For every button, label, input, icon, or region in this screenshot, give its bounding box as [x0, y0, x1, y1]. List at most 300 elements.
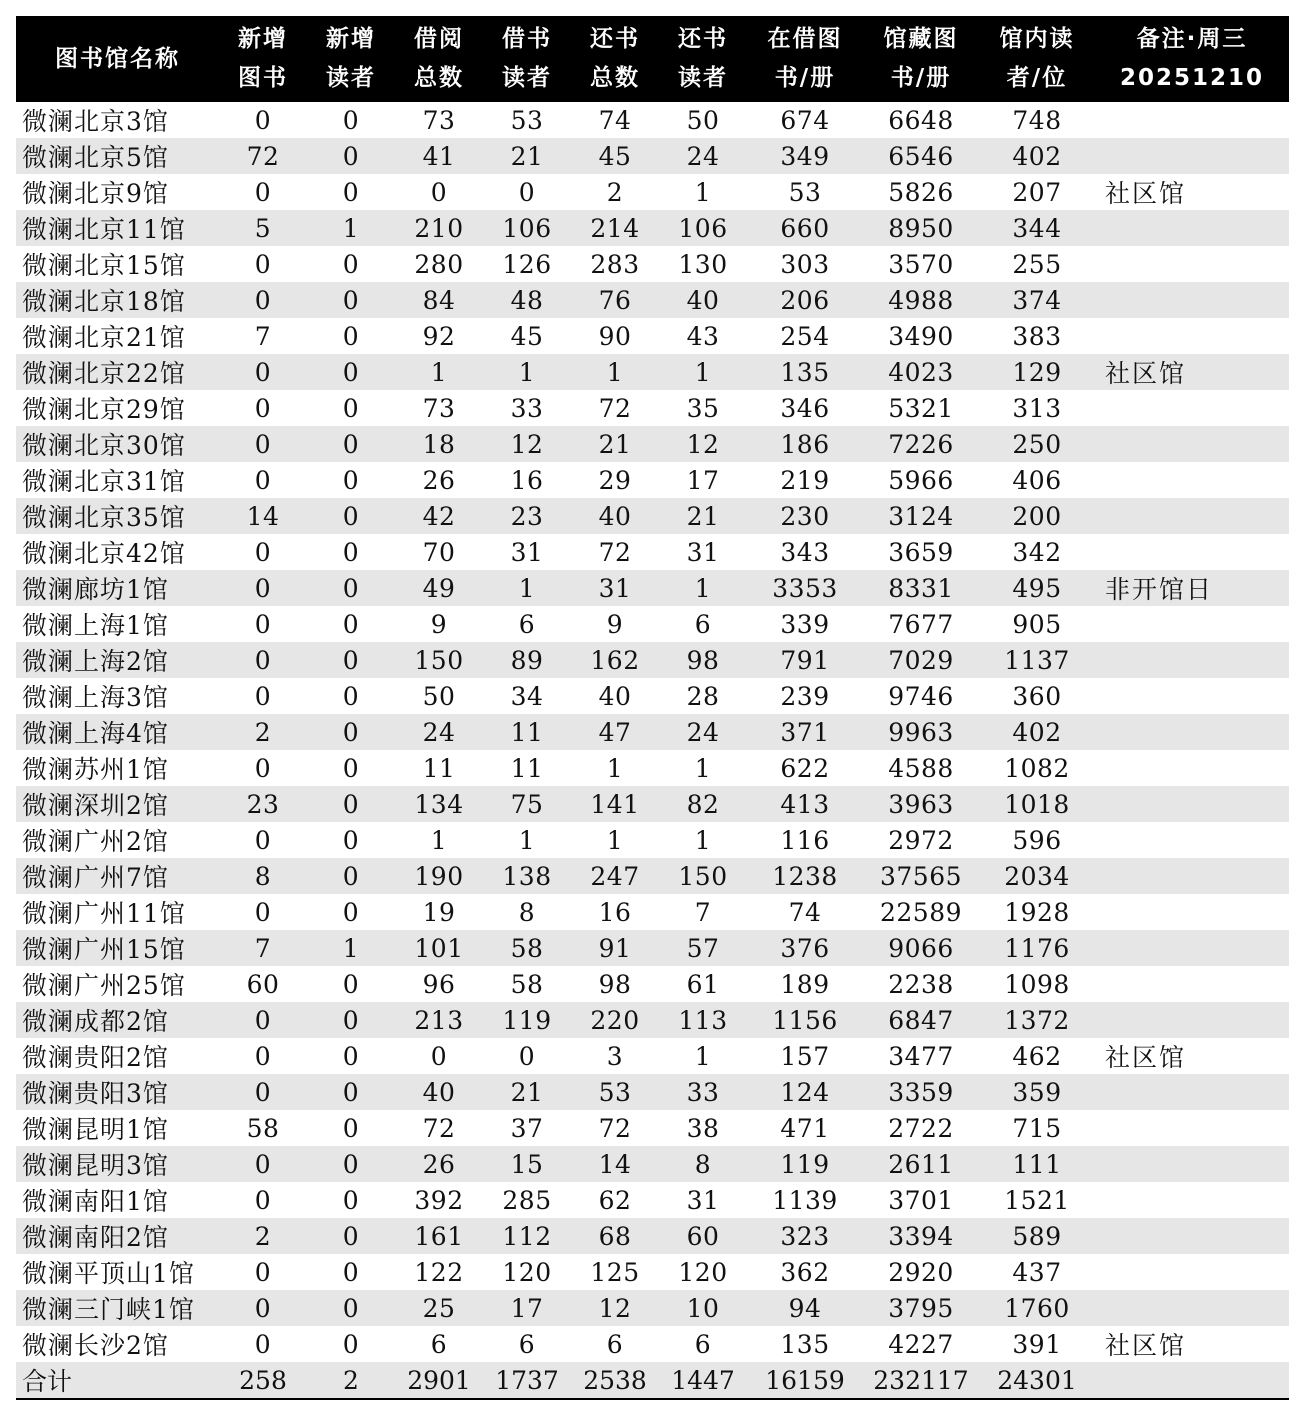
cell-remarks: 社区馆 — [1095, 1326, 1289, 1362]
cell-return-readers: 10 — [659, 1290, 747, 1326]
cell-books-on-loan: 791 — [747, 642, 863, 678]
cell-borrow-total: 210 — [395, 210, 483, 246]
cell-collection-books: 9066 — [863, 930, 979, 966]
cell-in-library-readers: 1760 — [979, 1290, 1095, 1326]
cell-borrow-total: 18 — [395, 426, 483, 462]
cell-in-library-readers: 402 — [979, 138, 1095, 174]
cell-new-books: 2 — [219, 1218, 307, 1254]
cell-books-on-loan: 135 — [747, 354, 863, 390]
cell-return-total: 9 — [571, 606, 659, 642]
cell-collection-books: 9963 — [863, 714, 979, 750]
cell-borrow-total: 24 — [395, 714, 483, 750]
header-line: 图书馆名称 — [55, 45, 180, 72]
table-row — [16, 1002, 1289, 1038]
cell-library-name: 微澜北京11馆 — [16, 210, 219, 246]
cell-return-readers: 113 — [659, 1002, 747, 1038]
cell-remarks — [1095, 1146, 1289, 1182]
cell-in-library-readers: 344 — [979, 210, 1095, 246]
cell-in-library-readers: 1137 — [979, 642, 1095, 678]
cell-return-readers: 21 — [659, 498, 747, 534]
cell-new-readers: 0 — [307, 138, 395, 174]
cell-collection-books: 3490 — [863, 318, 979, 354]
cell-books-on-loan: 254 — [747, 318, 863, 354]
cell-borrow-readers: 8 — [483, 894, 571, 930]
cell-in-library-readers: 462 — [979, 1038, 1095, 1074]
total-label: 合计 — [16, 1362, 219, 1399]
cell-books-on-loan: 3353 — [747, 570, 863, 606]
table-row — [16, 894, 1289, 930]
cell-return-total: 1 — [571, 750, 659, 786]
header-borrow-readers — [483, 16, 571, 102]
cell-in-library-readers: 391 — [979, 1326, 1095, 1362]
table-row — [16, 102, 1289, 138]
cell-new-books: 0 — [219, 750, 307, 786]
cell-new-books: 0 — [219, 1002, 307, 1038]
cell-borrow-readers: 31 — [483, 534, 571, 570]
cell-borrow-total: 122 — [395, 1254, 483, 1290]
cell-borrow-readers: 48 — [483, 282, 571, 318]
cell-in-library-readers: 207 — [979, 174, 1095, 210]
cell-library-name: 微澜上海3馆 — [16, 678, 219, 714]
cell-return-total: 214 — [571, 210, 659, 246]
header-borrow-total — [395, 16, 483, 102]
cell-collection-books: 2920 — [863, 1254, 979, 1290]
cell-return-readers: 17 — [659, 462, 747, 498]
cell-in-library-readers: 359 — [979, 1074, 1095, 1110]
cell-return-readers: 1 — [659, 822, 747, 858]
cell-return-total: 162 — [571, 642, 659, 678]
cell-borrow-total: 213 — [395, 1002, 483, 1038]
cell-borrow-total: 72 — [395, 1110, 483, 1146]
cell-books-on-loan: 1139 — [747, 1182, 863, 1218]
cell-collection-books: 2722 — [863, 1110, 979, 1146]
table-row — [16, 822, 1289, 858]
total-return-total: 2538 — [571, 1362, 659, 1399]
cell-new-readers: 0 — [307, 678, 395, 714]
library-stats-table — [16, 16, 1289, 1400]
cell-new-books: 0 — [219, 534, 307, 570]
cell-return-readers: 150 — [659, 858, 747, 894]
cell-new-readers: 0 — [307, 282, 395, 318]
cell-new-books: 0 — [219, 1254, 307, 1290]
cell-new-books: 0 — [219, 1146, 307, 1182]
cell-collection-books: 8950 — [863, 210, 979, 246]
header-line: 还书 — [590, 26, 640, 52]
cell-books-on-loan: 157 — [747, 1038, 863, 1074]
cell-return-total: 62 — [571, 1182, 659, 1218]
header-line: 借书 — [502, 26, 552, 52]
table-row — [16, 138, 1289, 174]
cell-remarks — [1095, 138, 1289, 174]
cell-books-on-loan: 219 — [747, 462, 863, 498]
cell-library-name: 微澜北京21馆 — [16, 318, 219, 354]
cell-collection-books: 2238 — [863, 966, 979, 1002]
cell-in-library-readers: 406 — [979, 462, 1095, 498]
cell-books-on-loan: 413 — [747, 786, 863, 822]
cell-return-total: 14 — [571, 1146, 659, 1182]
cell-new-books: 0 — [219, 678, 307, 714]
cell-return-readers: 61 — [659, 966, 747, 1002]
cell-collection-books: 3477 — [863, 1038, 979, 1074]
cell-borrow-readers: 106 — [483, 210, 571, 246]
cell-borrow-readers: 53 — [483, 102, 571, 138]
cell-in-library-readers: 1018 — [979, 786, 1095, 822]
table-row — [16, 210, 1289, 246]
cell-return-readers: 82 — [659, 786, 747, 822]
cell-borrow-total: 26 — [395, 1146, 483, 1182]
table-row — [16, 1038, 1289, 1074]
cell-return-total: 6 — [571, 1326, 659, 1362]
table-row — [16, 1074, 1289, 1110]
cell-borrow-total: 134 — [395, 786, 483, 822]
cell-return-total: 125 — [571, 1254, 659, 1290]
cell-books-on-loan: 339 — [747, 606, 863, 642]
cell-return-readers: 57 — [659, 930, 747, 966]
cell-collection-books: 5826 — [863, 174, 979, 210]
cell-remarks: 社区馆 — [1095, 1038, 1289, 1074]
cell-borrow-total: 25 — [395, 1290, 483, 1326]
cell-new-readers: 0 — [307, 1002, 395, 1038]
table-row — [16, 930, 1289, 966]
cell-in-library-readers: 360 — [979, 678, 1095, 714]
cell-new-readers: 0 — [307, 102, 395, 138]
cell-collection-books: 9746 — [863, 678, 979, 714]
cell-borrow-readers: 119 — [483, 1002, 571, 1038]
cell-new-books: 0 — [219, 282, 307, 318]
cell-new-books: 0 — [219, 102, 307, 138]
cell-return-readers: 98 — [659, 642, 747, 678]
cell-borrow-readers: 33 — [483, 390, 571, 426]
header-line: 总数 — [590, 65, 640, 91]
cell-collection-books: 3124 — [863, 498, 979, 534]
cell-new-readers: 0 — [307, 426, 395, 462]
total-row — [16, 1362, 1289, 1399]
cell-library-name: 微澜贵阳2馆 — [16, 1038, 219, 1074]
header-library-name — [16, 16, 219, 102]
cell-return-total: 74 — [571, 102, 659, 138]
cell-remarks: 社区馆 — [1095, 174, 1289, 210]
cell-borrow-readers: 1 — [483, 570, 571, 606]
cell-new-books: 0 — [219, 1290, 307, 1326]
cell-collection-books: 3359 — [863, 1074, 979, 1110]
cell-in-library-readers: 374 — [979, 282, 1095, 318]
cell-remarks — [1095, 462, 1289, 498]
cell-return-readers: 106 — [659, 210, 747, 246]
cell-in-library-readers: 313 — [979, 390, 1095, 426]
cell-new-readers: 0 — [307, 534, 395, 570]
cell-books-on-loan: 622 — [747, 750, 863, 786]
table-row — [16, 534, 1289, 570]
total-in-library-readers: 24301 — [979, 1362, 1095, 1399]
cell-in-library-readers: 200 — [979, 498, 1095, 534]
cell-new-books: 0 — [219, 390, 307, 426]
cell-return-total: 29 — [571, 462, 659, 498]
cell-in-library-readers: 1098 — [979, 966, 1095, 1002]
cell-new-readers: 0 — [307, 750, 395, 786]
cell-borrow-readers: 6 — [483, 606, 571, 642]
table-row — [16, 678, 1289, 714]
cell-borrow-total: 11 — [395, 750, 483, 786]
cell-borrow-total: 84 — [395, 282, 483, 318]
cell-return-readers: 1 — [659, 174, 747, 210]
cell-library-name: 微澜上海1馆 — [16, 606, 219, 642]
cell-borrow-total: 9 — [395, 606, 483, 642]
cell-collection-books: 4023 — [863, 354, 979, 390]
table-row — [16, 714, 1289, 750]
cell-library-name: 微澜北京3馆 — [16, 102, 219, 138]
cell-new-readers: 0 — [307, 1038, 395, 1074]
cell-return-readers: 130 — [659, 246, 747, 282]
cell-in-library-readers: 255 — [979, 246, 1095, 282]
total-borrow-total: 2901 — [395, 1362, 483, 1399]
cell-new-readers: 0 — [307, 1218, 395, 1254]
cell-library-name: 微澜广州7馆 — [16, 858, 219, 894]
cell-library-name: 微澜北京15馆 — [16, 246, 219, 282]
header-return-readers — [659, 16, 747, 102]
cell-new-books: 0 — [219, 642, 307, 678]
cell-new-readers: 0 — [307, 1254, 395, 1290]
cell-return-total: 141 — [571, 786, 659, 822]
cell-remarks — [1095, 102, 1289, 138]
cell-library-name: 微澜贵阳3馆 — [16, 1074, 219, 1110]
cell-remarks — [1095, 210, 1289, 246]
cell-return-readers: 1 — [659, 750, 747, 786]
cell-collection-books: 8331 — [863, 570, 979, 606]
cell-return-total: 53 — [571, 1074, 659, 1110]
header-line: 借阅 — [414, 26, 464, 52]
table-row — [16, 246, 1289, 282]
cell-library-name: 微澜北京5馆 — [16, 138, 219, 174]
cell-remarks — [1095, 606, 1289, 642]
cell-library-name: 微澜北京30馆 — [16, 426, 219, 462]
cell-new-readers: 0 — [307, 606, 395, 642]
cell-new-books: 2 — [219, 714, 307, 750]
cell-library-name: 微澜廊坊1馆 — [16, 570, 219, 606]
cell-return-total: 16 — [571, 894, 659, 930]
cell-collection-books: 3570 — [863, 246, 979, 282]
cell-borrow-total: 41 — [395, 138, 483, 174]
cell-books-on-loan: 135 — [747, 1326, 863, 1362]
cell-books-on-loan: 1238 — [747, 858, 863, 894]
cell-books-on-loan: 303 — [747, 246, 863, 282]
cell-in-library-readers: 437 — [979, 1254, 1095, 1290]
cell-library-name: 微澜广州15馆 — [16, 930, 219, 966]
table-row — [16, 1218, 1289, 1254]
cell-new-books: 0 — [219, 570, 307, 606]
cell-library-name: 微澜广州11馆 — [16, 894, 219, 930]
header-line: 读者 — [678, 65, 728, 91]
cell-borrow-total: 42 — [395, 498, 483, 534]
cell-borrow-total: 70 — [395, 534, 483, 570]
cell-return-readers: 28 — [659, 678, 747, 714]
table-row — [16, 462, 1289, 498]
table-row — [16, 498, 1289, 534]
cell-books-on-loan: 1156 — [747, 1002, 863, 1038]
cell-collection-books: 37565 — [863, 858, 979, 894]
cell-collection-books: 5966 — [863, 462, 979, 498]
cell-in-library-readers: 1372 — [979, 1002, 1095, 1038]
header-new-books — [219, 16, 307, 102]
cell-return-readers: 60 — [659, 1218, 747, 1254]
cell-remarks — [1095, 1074, 1289, 1110]
cell-borrow-readers: 17 — [483, 1290, 571, 1326]
cell-borrow-readers: 34 — [483, 678, 571, 714]
cell-remarks — [1095, 534, 1289, 570]
cell-new-books: 7 — [219, 318, 307, 354]
cell-new-readers: 0 — [307, 1182, 395, 1218]
cell-books-on-loan: 94 — [747, 1290, 863, 1326]
cell-return-readers: 35 — [659, 390, 747, 426]
cell-return-total: 72 — [571, 1110, 659, 1146]
cell-borrow-total: 1 — [395, 822, 483, 858]
cell-collection-books: 4988 — [863, 282, 979, 318]
cell-remarks — [1095, 282, 1289, 318]
cell-library-name: 微澜广州2馆 — [16, 822, 219, 858]
cell-return-readers: 12 — [659, 426, 747, 462]
cell-collection-books: 2611 — [863, 1146, 979, 1182]
cell-borrow-total: 49 — [395, 570, 483, 606]
cell-library-name: 微澜南阳1馆 — [16, 1182, 219, 1218]
header-line: 新增 — [326, 26, 376, 52]
cell-library-name: 微澜昆明1馆 — [16, 1110, 219, 1146]
library-daily-report — [16, 16, 1289, 1400]
cell-new-readers: 0 — [307, 786, 395, 822]
cell-collection-books: 3701 — [863, 1182, 979, 1218]
cell-return-readers: 1 — [659, 1038, 747, 1074]
cell-borrow-readers: 0 — [483, 174, 571, 210]
table-row — [16, 570, 1289, 606]
header-line: 书/册 — [890, 65, 952, 91]
cell-return-total: 72 — [571, 390, 659, 426]
cell-collection-books: 3795 — [863, 1290, 979, 1326]
cell-library-name: 微澜北京9馆 — [16, 174, 219, 210]
cell-new-readers: 0 — [307, 822, 395, 858]
cell-return-readers: 6 — [659, 1326, 747, 1362]
table-row — [16, 642, 1289, 678]
cell-in-library-readers: 1082 — [979, 750, 1095, 786]
cell-library-name: 微澜成都2馆 — [16, 1002, 219, 1038]
header-line: 者/位 — [1006, 65, 1068, 91]
cell-books-on-loan: 376 — [747, 930, 863, 966]
cell-new-books: 0 — [219, 426, 307, 462]
cell-remarks — [1095, 318, 1289, 354]
cell-library-name: 微澜苏州1馆 — [16, 750, 219, 786]
cell-return-readers: 6 — [659, 606, 747, 642]
cell-new-books: 0 — [219, 354, 307, 390]
cell-return-readers: 33 — [659, 1074, 747, 1110]
cell-new-readers: 0 — [307, 894, 395, 930]
cell-return-total: 47 — [571, 714, 659, 750]
cell-return-total: 2 — [571, 174, 659, 210]
header-line: 20251210 — [1119, 65, 1265, 91]
total-borrow-readers: 1737 — [483, 1362, 571, 1399]
cell-borrow-total: 280 — [395, 246, 483, 282]
cell-collection-books: 6648 — [863, 102, 979, 138]
cell-new-readers: 0 — [307, 498, 395, 534]
table-row — [16, 390, 1289, 426]
cell-in-library-readers: 748 — [979, 102, 1095, 138]
cell-return-readers: 40 — [659, 282, 747, 318]
cell-borrow-readers: 16 — [483, 462, 571, 498]
cell-in-library-readers: 250 — [979, 426, 1095, 462]
cell-return-total: 40 — [571, 678, 659, 714]
cell-return-readers: 7 — [659, 894, 747, 930]
cell-remarks — [1095, 786, 1289, 822]
cell-collection-books: 6546 — [863, 138, 979, 174]
cell-return-total: 21 — [571, 426, 659, 462]
cell-new-readers: 0 — [307, 570, 395, 606]
cell-return-readers: 24 — [659, 714, 747, 750]
cell-in-library-readers: 495 — [979, 570, 1095, 606]
cell-remarks — [1095, 930, 1289, 966]
cell-collection-books: 22589 — [863, 894, 979, 930]
cell-library-name: 微澜北京22馆 — [16, 354, 219, 390]
cell-new-books: 0 — [219, 894, 307, 930]
cell-borrow-readers: 120 — [483, 1254, 571, 1290]
cell-in-library-readers: 596 — [979, 822, 1095, 858]
cell-books-on-loan: 230 — [747, 498, 863, 534]
cell-remarks — [1095, 1182, 1289, 1218]
cell-remarks — [1095, 1002, 1289, 1038]
header-books-on-loan — [747, 16, 863, 102]
cell-books-on-loan: 346 — [747, 390, 863, 426]
cell-in-library-readers: 111 — [979, 1146, 1095, 1182]
cell-library-name: 微澜深圳2馆 — [16, 786, 219, 822]
total-new-readers: 2 — [307, 1362, 395, 1399]
cell-return-readers: 38 — [659, 1110, 747, 1146]
cell-new-readers: 0 — [307, 966, 395, 1002]
cell-borrow-readers: 58 — [483, 966, 571, 1002]
cell-new-readers: 1 — [307, 210, 395, 246]
cell-new-books: 58 — [219, 1110, 307, 1146]
table-row — [16, 354, 1289, 390]
cell-remarks — [1095, 966, 1289, 1002]
cell-return-readers: 43 — [659, 318, 747, 354]
table-row — [16, 966, 1289, 1002]
cell-new-books: 23 — [219, 786, 307, 822]
cell-new-readers: 0 — [307, 1146, 395, 1182]
header-line: 书/册 — [774, 65, 836, 91]
cell-borrow-readers: 12 — [483, 426, 571, 462]
table-header — [16, 16, 1289, 102]
cell-books-on-loan: 471 — [747, 1110, 863, 1146]
cell-borrow-total: 150 — [395, 642, 483, 678]
cell-library-name: 微澜三门峡1馆 — [16, 1290, 219, 1326]
table-row — [16, 1254, 1289, 1290]
cell-in-library-readers: 589 — [979, 1218, 1095, 1254]
table-row — [16, 1326, 1289, 1362]
cell-borrow-readers: 112 — [483, 1218, 571, 1254]
cell-return-total: 40 — [571, 498, 659, 534]
cell-return-total: 91 — [571, 930, 659, 966]
cell-return-total: 3 — [571, 1038, 659, 1074]
cell-collection-books: 7226 — [863, 426, 979, 462]
header-remarks — [1095, 16, 1289, 102]
cell-remarks — [1095, 678, 1289, 714]
cell-borrow-readers: 58 — [483, 930, 571, 966]
cell-return-total: 1 — [571, 354, 659, 390]
cell-borrow-total: 1 — [395, 354, 483, 390]
cell-remarks — [1095, 642, 1289, 678]
cell-library-name: 微澜南阳2馆 — [16, 1218, 219, 1254]
cell-remarks — [1095, 1254, 1289, 1290]
table-row — [16, 174, 1289, 210]
cell-new-readers: 0 — [307, 714, 395, 750]
cell-library-name: 微澜上海2馆 — [16, 642, 219, 678]
cell-books-on-loan: 186 — [747, 426, 863, 462]
cell-borrow-total: 0 — [395, 174, 483, 210]
cell-borrow-readers: 89 — [483, 642, 571, 678]
